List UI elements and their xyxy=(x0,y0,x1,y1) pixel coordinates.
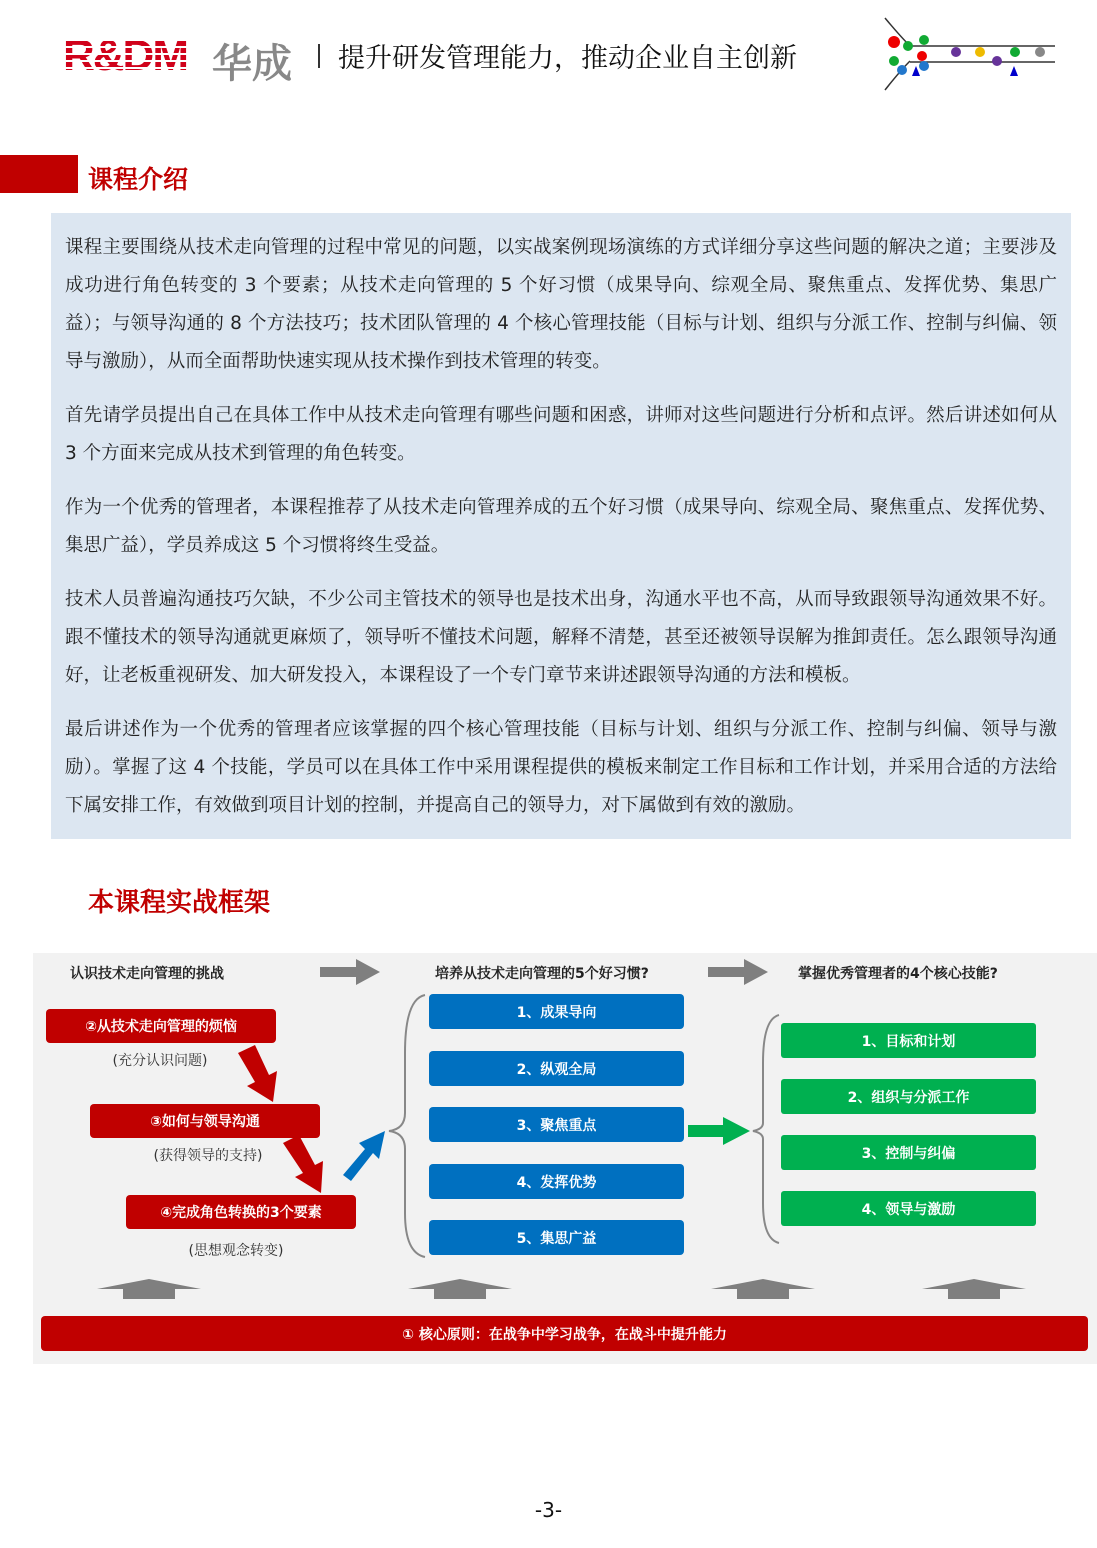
framework-diagram xyxy=(33,953,1097,1364)
challenge-subtitle: (思想观念转变) xyxy=(188,1243,284,1259)
intro-paragraph: 技术人员普遍沟通技巧欠缺，不少公司主管技术的领导也是技术出身，沟通水平也不高，从而导致跟领导沟通效果不好。跟不懂技术的领导沟通就更麻烦了，领导听不懂技术问题，解释不清楚，甚至还被领导误解为推卸责任。怎么跟领导沟通好，让老板重视研发、加大研发投入，本课程设了一个专门章节来讲述跟领导沟通的方法和模板。 xyxy=(65,589,1057,686)
challenge-box: ③如何与领导沟通 xyxy=(90,1104,320,1138)
section-title: 课程介绍 xyxy=(88,165,189,194)
page-number: -3- xyxy=(534,1498,563,1522)
intro-box xyxy=(51,213,1071,839)
habit-box: 4、发挥优势 xyxy=(429,1164,684,1199)
red-arrow-icon xyxy=(238,1045,277,1102)
red-arrow-icon xyxy=(283,1135,323,1193)
right-brace xyxy=(753,1015,779,1243)
section-marker xyxy=(0,155,78,193)
decorative-network-icon xyxy=(880,16,1060,92)
skill-box: 1、目标和计划 xyxy=(781,1023,1036,1058)
skill-box: 3、控制与纠偏 xyxy=(781,1135,1036,1170)
logo-chinese: 华成 xyxy=(212,41,292,87)
core-principle-bar: ① 核心原则：在战争中学习战争，在战斗中提升能力 xyxy=(41,1316,1088,1351)
intro-paragraph: 课程主要围绕从技术走向管理的过程中常见的问题，以实战案例现场演练的方式详细分享这些问题的解决之道；主要涉及成功进行角色转变的 3 个要素；从技术走向管理的 5 个好习惯（成果导向、综观全局、聚焦重点、发挥优势、集思广益）；与领导沟通的 8 个方法技巧；技术团队管理的 4 个核心管理技能（目标与计划、组织与分派工作、控制与纠偏、领导与激励），从而全面帮助快速实现从技术操作到技术管理的转变。 xyxy=(65,237,1057,372)
up-arrow-icon xyxy=(97,1279,201,1299)
habit-box: 2、纵观全局 xyxy=(429,1051,684,1086)
skill-box: 2、组织与分派工作 xyxy=(781,1079,1036,1114)
rdm-logo: R&DM xyxy=(63,31,187,80)
challenge-box: ②从技术走向管理的烦恼 xyxy=(46,1009,276,1043)
column-title-challenges: 认识技术走向管理的挑战 xyxy=(70,966,224,982)
challenge-subtitle: (充分认识问题) xyxy=(112,1053,208,1069)
column-title-habits: 培养从技术走向管理的5个好习惯? xyxy=(435,966,649,982)
challenge-subtitle: (获得领导的支持) xyxy=(153,1148,263,1164)
divider xyxy=(318,44,320,68)
slogan: 提升研发管理能力，推动企业自主创新 xyxy=(338,43,797,74)
intro-paragraph: 作为一个优秀的管理者，本课程推荐了从技术走向管理养成的五个好习惯（成果导向、综观全局、聚焦重点、发挥优势、集思广益），学员养成这 5 个习惯将终生受益。 xyxy=(65,497,1057,556)
framework-title: 本课程实战框架 xyxy=(88,888,271,918)
challenge-box: ④完成角色转换的3个要素 xyxy=(126,1195,356,1229)
habit-box: 5、集思广益 xyxy=(429,1220,684,1255)
up-arrow-icon xyxy=(408,1279,512,1299)
up-arrow-icon xyxy=(922,1279,1026,1299)
habit-box: 3、聚焦重点 xyxy=(429,1107,684,1142)
intro-paragraph: 最后讲述作为一个优秀的管理者应该掌握的四个核心管理技能（目标与计划、组织与分派工作、控制与纠偏、领导与激励）。掌握了这 4 个技能，学员可以在具体工作中采用课程提供的模板来制定工作目标和工作计划，并采用合适的方法给下属安排工作，有效做到项目计划的控制，并提高自己的领导力，对下属做到有效的激励。 xyxy=(65,719,1057,816)
up-arrow-icon xyxy=(711,1279,815,1299)
skill-box: 4、领导与激励 xyxy=(781,1191,1036,1226)
green-arrow-icon xyxy=(688,1117,750,1145)
left-brace xyxy=(389,995,425,1257)
habit-box: 1、成果导向 xyxy=(429,994,684,1029)
column-title-skills: 掌握优秀管理者的4个核心技能? xyxy=(798,966,998,982)
intro-paragraph: 首先请学员提出自己在具体工作中从技术走向管理有哪些问题和困惑，讲师对这些问题进行分析和点评。然后讲述如何从 3 个方面来完成从技术到管理的角色转变。 xyxy=(65,405,1057,464)
blue-arrow-icon xyxy=(343,1131,385,1181)
